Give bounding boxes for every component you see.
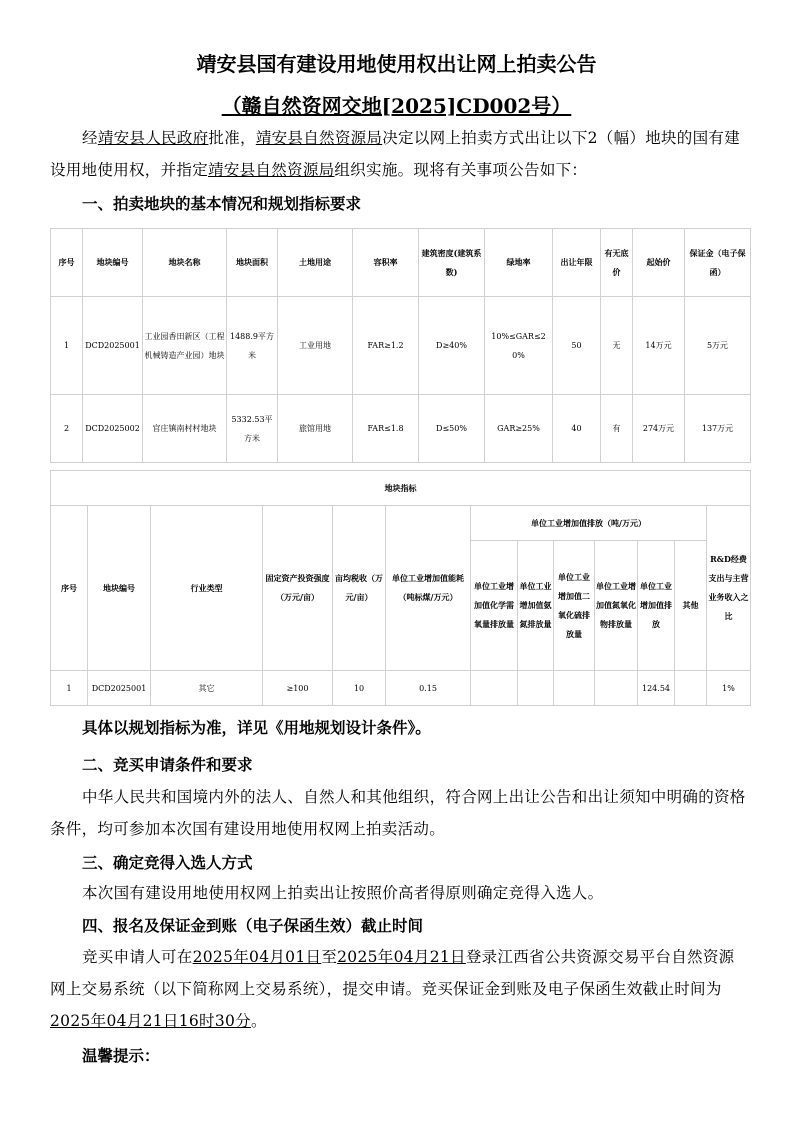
text: 经: [82, 129, 98, 147]
cell: 14万元: [633, 297, 685, 395]
cell: DCD2025001: [88, 671, 151, 706]
cell: [675, 671, 707, 706]
header-cell: 有无底价: [601, 229, 633, 297]
cell: DCD2025001: [83, 297, 143, 395]
cell: FAR≤1.8: [353, 395, 419, 463]
cell: 5万元: [685, 297, 751, 395]
header-cell: 地块面积: [227, 229, 278, 297]
header-cell: 起始价: [633, 229, 685, 297]
subheader-cell: 其他: [675, 541, 707, 671]
cell: GAR≥25%: [485, 395, 553, 463]
subheader-cell: 单位工业增加值化学需氧量排放量: [471, 541, 518, 671]
parcel-table: [50, 228, 751, 463]
cell: DCD2025002: [83, 395, 143, 463]
table-row: [51, 395, 751, 463]
document-title: 靖安县国有建设用地使用权出让网上拍卖公告: [196, 52, 597, 76]
table-row: [51, 671, 751, 706]
subheader-cell: 单位工业增加值氨氮排放量: [518, 541, 554, 671]
issuer: 靖安县自然资源局: [255, 129, 383, 147]
cell: 40: [553, 395, 601, 463]
section-4-heading: 四、报名及保证金到账（电子保函生效）截止时间: [82, 916, 424, 935]
header-cell: 容积率: [353, 229, 419, 297]
header-cell: 序号: [51, 506, 88, 671]
cell: 2: [51, 395, 83, 463]
cell: 1488.9平方米: [227, 297, 278, 395]
organizer: 靖安县自然资源局: [208, 161, 335, 179]
section-1-heading: 一、拍卖地块的基本情况和规划指标要求: [82, 194, 362, 213]
cell: 5332.53平方米: [227, 395, 278, 463]
cell: [554, 671, 595, 706]
cell: FAR≥1.2: [353, 297, 419, 395]
cell: 124.54: [638, 671, 675, 706]
header-cell: 地块编号: [88, 506, 151, 671]
subheader-cell: 单位工业增加值排放: [638, 541, 675, 671]
table-header-row: [51, 229, 751, 297]
indicator-table: [50, 470, 751, 706]
header-cell: R&D经费支出与主营业务收入之比: [707, 506, 751, 671]
cell: 无: [601, 297, 633, 395]
cell: 1%: [707, 671, 751, 706]
intro-paragraph: [50, 122, 750, 186]
header-cell: 序号: [51, 229, 83, 297]
header-cell: 出让年限: [553, 229, 601, 297]
header-cell: 保证金（电子保函）: [685, 229, 751, 297]
cell: 1: [51, 297, 83, 395]
cell: 工业用地: [278, 297, 353, 395]
text: 竞买申请人可在: [82, 948, 193, 966]
text: 登录江西省公共资源交易平台自然资源网上交易系统（以下简称网上交易系统），提交申请。竞买保证金到账及电子保函生效截止时间为: [50, 948, 735, 998]
end-date: 2025年04月21日: [337, 948, 466, 966]
cell: 其它: [151, 671, 263, 706]
planning-note: 具体以规划指标为准，详见《用地规划设计条件》。: [82, 718, 431, 737]
document-number: [0, 90, 793, 119]
text: 批准，: [208, 129, 256, 147]
table-caption: 地块指标: [51, 471, 751, 506]
text: 决定以网上拍卖方式出让以下2（幅）地块的国有建设用地使用权，并指定: [50, 129, 740, 179]
cell: 10: [333, 671, 386, 706]
cell: D≤50%: [419, 395, 485, 463]
cell: D≥40%: [419, 297, 485, 395]
document-number-text: （赣自然资网交地[2025]CD002号）: [221, 94, 572, 118]
header-cell: 地块名称: [143, 229, 227, 297]
table-row: [51, 297, 751, 395]
header-cell: 亩均税收（万元/亩）: [333, 506, 386, 671]
approver: 靖安县人民政府: [97, 129, 209, 147]
cell: 50: [553, 297, 601, 395]
header-cell: 单位工业增加值能耗（吨标煤/万元）: [386, 506, 471, 671]
cell: 旅馆用地: [278, 395, 353, 463]
cell: 1: [51, 671, 88, 706]
text: 至: [321, 948, 338, 966]
cell: 274万元: [633, 395, 685, 463]
tip-heading: 温馨提示：: [82, 1046, 160, 1065]
deadline: 2025年04月21日16时30分: [50, 1012, 251, 1030]
start-date: 2025年04月01日: [192, 948, 322, 966]
section-2-heading: 二、竞买申请条件和要求: [82, 755, 253, 774]
text: 组织实施。现将有关事项公告如下：: [334, 161, 588, 179]
cell: 137万元: [685, 395, 751, 463]
header-cell: 绿地率: [485, 229, 553, 297]
cell: 10%≤GAR≤20%: [485, 297, 553, 395]
caption-row: [51, 471, 751, 506]
cell: 有: [601, 395, 633, 463]
section-3-body: 本次国有建设用地使用权网上拍卖出让按照价高者得原则确定竞得入选人。: [82, 884, 604, 902]
header-cell: 建筑密度(建筑系数): [419, 229, 485, 297]
subheader-cell: 单位工业增加值氮氧化物排放量: [595, 541, 638, 671]
section-2-body: 中华人民共和国境内外的法人、自然人和其他组织，符合网上出让公告和出让须知中明确的资格条件，均可参加本次国有建设用地使用权网上拍卖活动。: [50, 788, 746, 838]
table-header-row: [51, 506, 751, 541]
cell: 官庄镇南村村地块: [143, 395, 227, 463]
header-cell: 固定资产投资强度（万元/亩）: [263, 506, 333, 671]
cell: 工业园香田新区（工程机械铸造产业园）地块: [143, 297, 227, 395]
cell: [595, 671, 638, 706]
section-4-body: [50, 941, 750, 1037]
cell: [471, 671, 518, 706]
header-cell: 单位工业增加值排放（吨/万元）: [471, 506, 707, 541]
cell: [518, 671, 554, 706]
cell: ≥100: [263, 671, 333, 706]
subheader-cell: 单位工业增加值二氧化硫排放量: [554, 541, 595, 671]
section-3-heading: 三、确定竞得入选人方式: [82, 853, 253, 872]
text: 。: [250, 1012, 267, 1030]
header-cell: 地块编号: [83, 229, 143, 297]
header-cell: 土地用途: [278, 229, 353, 297]
cell: 0.15: [386, 671, 471, 706]
header-cell: 行业类型: [151, 506, 263, 671]
